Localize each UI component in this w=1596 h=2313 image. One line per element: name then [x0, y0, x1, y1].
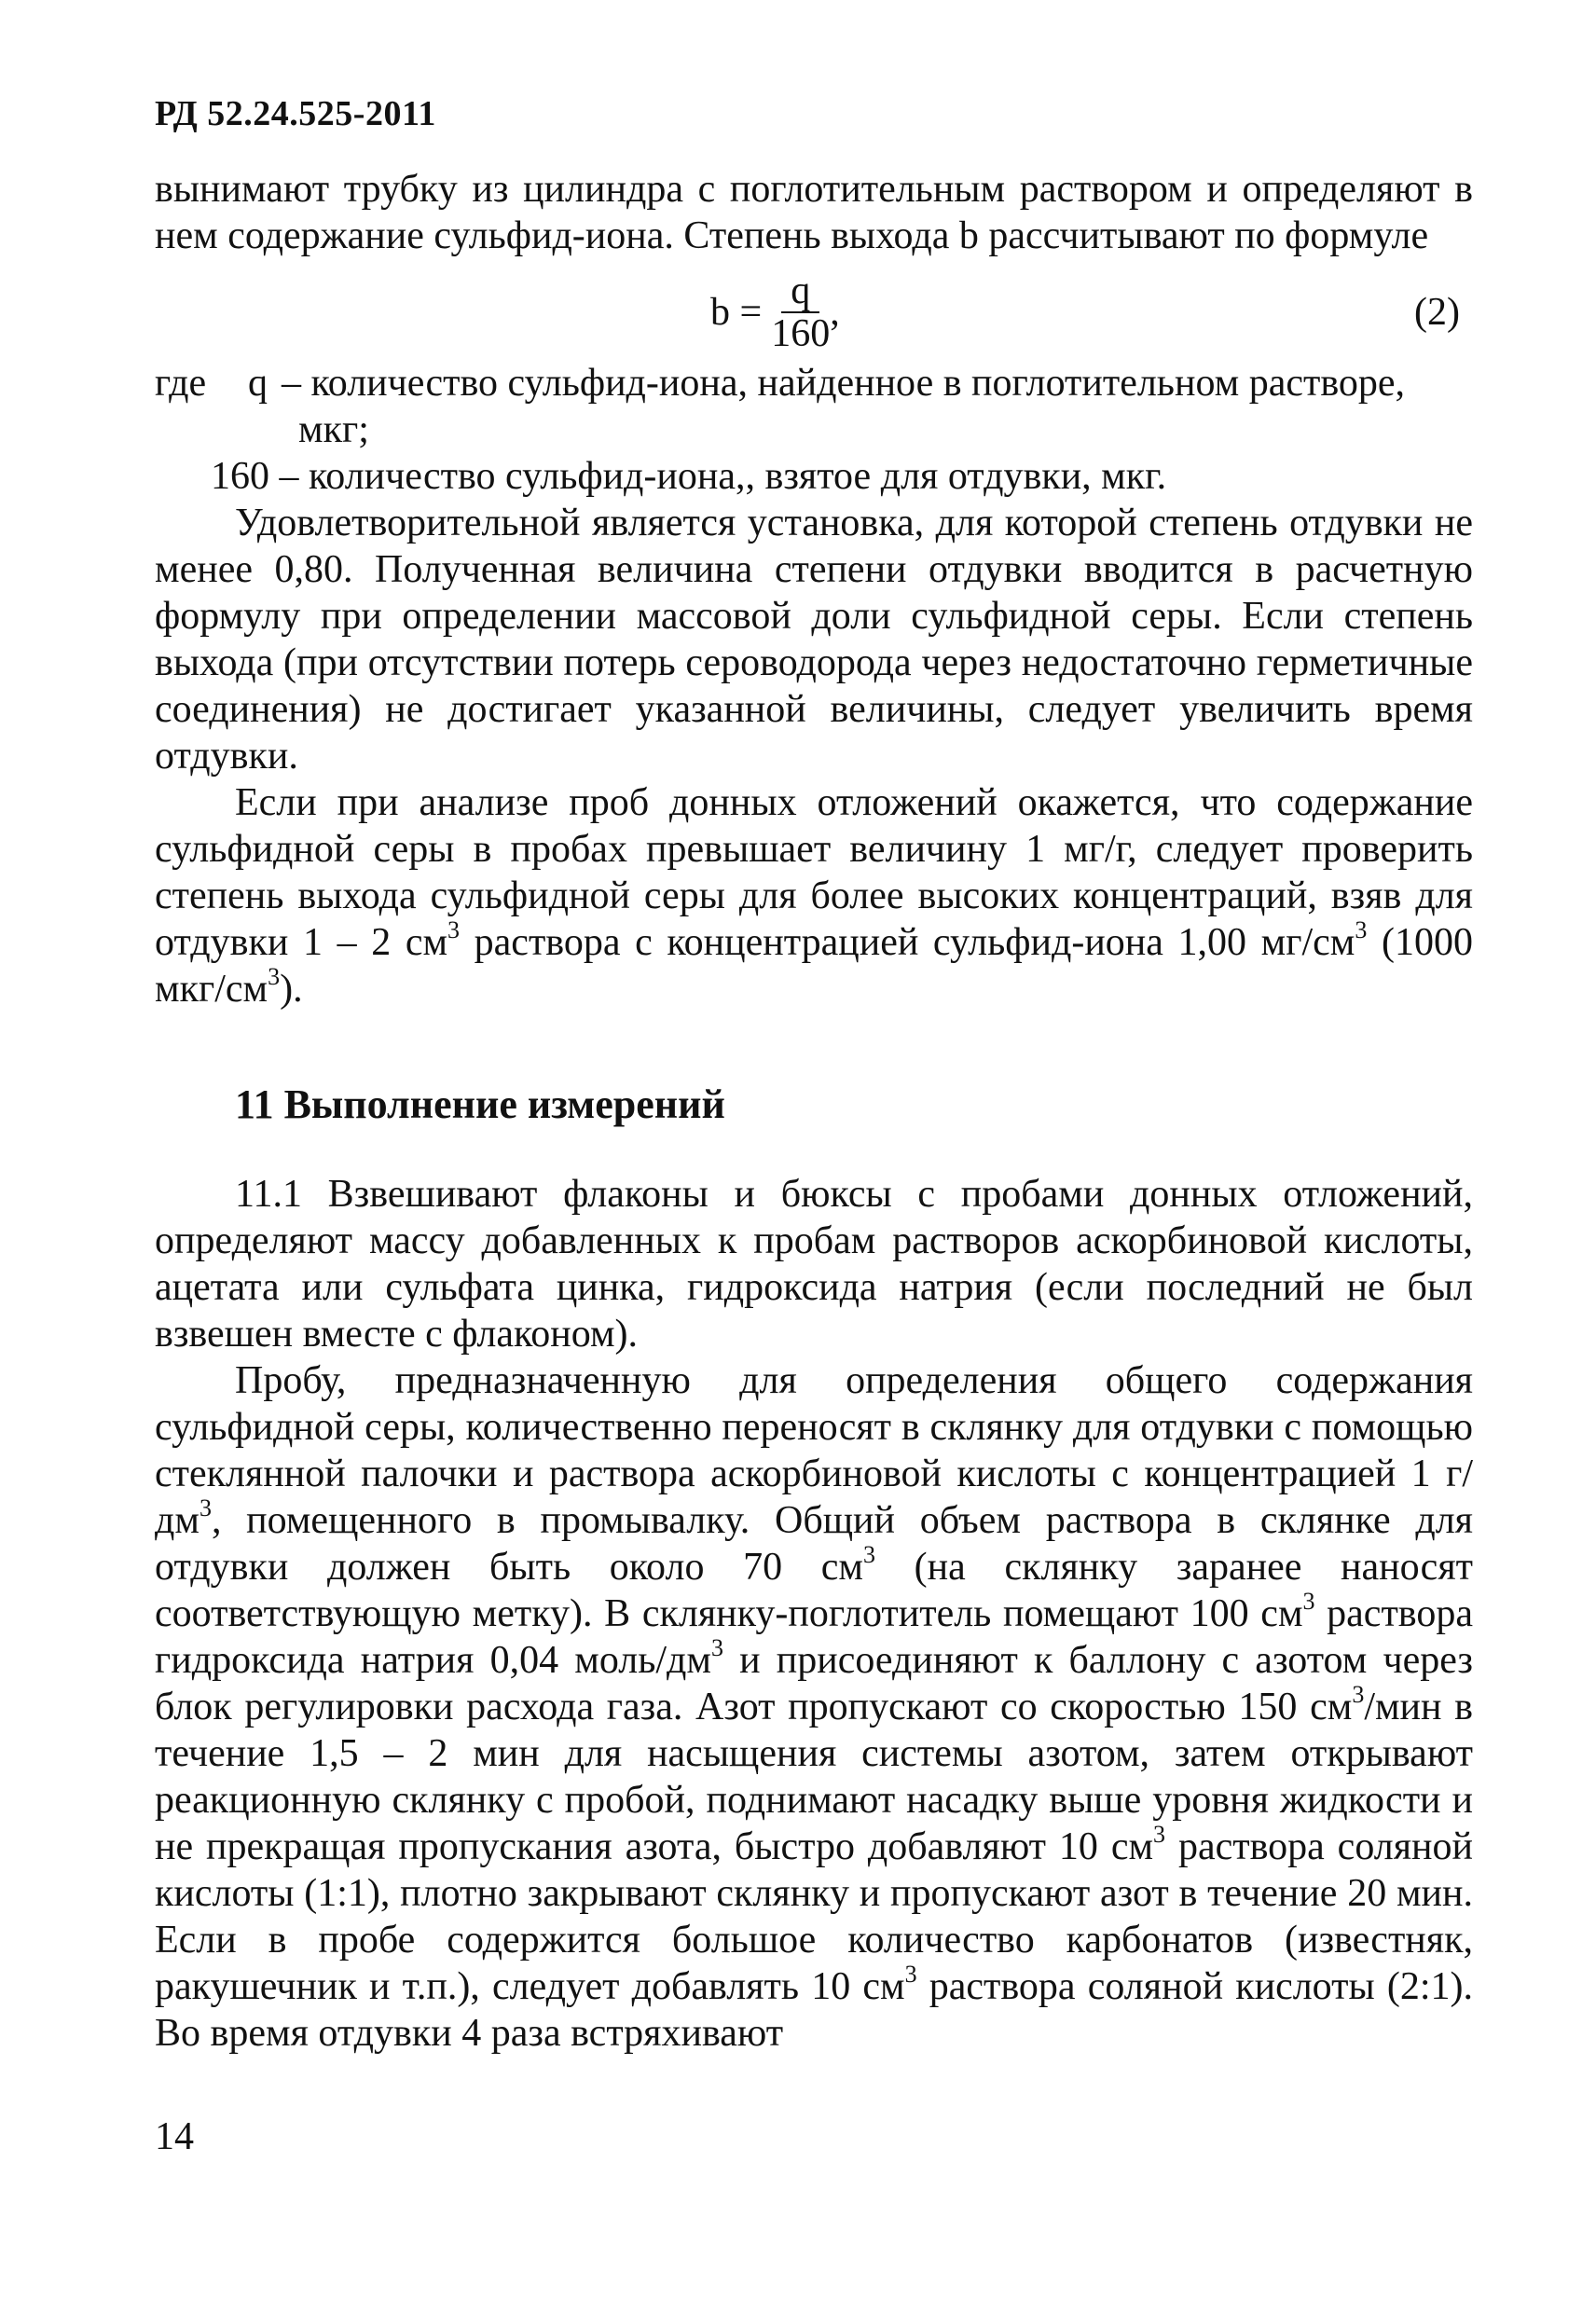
- superscript: 3: [1352, 1681, 1365, 1708]
- text-run: /мин в течение 1,5 – 2 мин для насыщения системы азотом, затем открывают реакционную склянку с пробой, поднимают насадку выше уровня жидкости и не прекращая пропускания азота, быстро добавляют 10 см: [155, 1686, 1473, 1868]
- superscript: 3: [1153, 1821, 1166, 1848]
- text-run: раствора с концентрацией сульфид-иона 1,00 мг/см: [460, 921, 1355, 964]
- formula-lhs: b =: [710, 291, 763, 334]
- superscript: 3: [447, 916, 461, 943]
- document-body: [155, 166, 1473, 2057]
- superscript: 3: [199, 1494, 212, 1521]
- page-number: 14: [155, 2115, 194, 2158]
- superscript: 3: [904, 1961, 917, 1988]
- formula-denominator: 160: [771, 312, 831, 355]
- paragraph-11-1: 11.1 Взвешивают флаконы и бюксы с пробами донных отложений, определяют массу добавленных к пробам растворов аскорбиновой кислоты, ацетата или сульфата цинка, гидроксида натрия (если последний не был взвешен вместе с флаконом).: [155, 1173, 1473, 1356]
- text-run: раствора гидроксида натрия 0,04 моль/дм: [155, 1592, 1473, 1682]
- paragraph-high-concentration: [155, 779, 1473, 1012]
- where-symbol-q: q: [248, 362, 268, 405]
- formula-numerator: q: [781, 270, 819, 313]
- formula-trail: ,: [830, 291, 840, 334]
- superscript: 3: [1302, 1588, 1315, 1615]
- where-definition-160: 160 – количество сульфид-иона,, взятое для отдувки, мкг.: [211, 455, 1167, 498]
- text-run: ).: [280, 968, 303, 1011]
- text-run: , помещенного в промывалку. Общий объем раствора в склянке для отдувки должен быть около 70 см: [155, 1499, 1473, 1589]
- superscript: 3: [711, 1634, 723, 1661]
- text-run: Пробу, предназначенную для определения общего содержания сульфидной серы, количественно переносят в склянку для отдувки с помощью стеклянной палочки и раствора аскорбиновой кислоты с концентрацией 1 г/дм: [155, 1359, 1473, 1542]
- text-run: раствора соляной кислоты (1:1), плотно закрывают склянку и пропускают азот в течение 20 мин. Если в пробе содержится большое количество карбонатов (известняк, ракушечник и т.п.), следует добавлять 10 см: [155, 1825, 1473, 2008]
- where-definition-q-continued: мкг;: [298, 408, 369, 451]
- formula-2: [710, 270, 840, 354]
- text-run: Если при анализе проб донных отложений окажется, что содержание сульфидной серы в пробах превышает величину 1 мг/г, следует проверить степень выхода сульфидной серы для более высоких концентраций, взяв для отдувки 1 – 2 см: [155, 781, 1473, 964]
- text-run: (на склянку заранее наносят соответствующую метку). В склянку-поглотитель помещают 100 см: [155, 1546, 1473, 1635]
- formula-row: [155, 259, 1473, 360]
- where-label: где: [155, 362, 207, 405]
- text-run: (1000 мкг/см: [155, 921, 1473, 1011]
- superscript: 3: [268, 963, 281, 990]
- superscript: 3: [1355, 916, 1368, 943]
- paragraph-intro: вынимают трубку из цилиндра с поглотительным раствором и определяют в нем содержание сульфид-иона. Степень выхода b рассчитывают по формуле: [155, 168, 1473, 257]
- text-run: и присоединяют к баллону с азотом через блок регулировки расхода газа. Азот пропускают со скоростью 150 см: [155, 1639, 1473, 1728]
- text-run: раствора соляной кислоты (2:1). Во время отдувки 4 раза встряхивают: [155, 1965, 1473, 2055]
- superscript: 3: [863, 1541, 876, 1568]
- where-line: [155, 360, 1473, 406]
- paragraph-sample: [155, 1357, 1473, 2057]
- formula-number: (2): [1414, 291, 1460, 334]
- paragraph-satisfactory: Удовлетворительной является установка, для которой степень отдувки не менее 0,80. Полученная величина степени отдувки вводится в расчетную формулу при определении массовой доли сульфидной серы. Если степень выхода (при отсутствии потерь сероводорода через недостаточно герметичные соединения) не достигает указанной величины, следует увеличить время отдувки.: [155, 502, 1473, 778]
- section-title: 11 Выполнение измерений: [235, 1081, 725, 1127]
- document-code: РД 52.24.525-2011: [155, 94, 436, 133]
- where-definition-q: – количество сульфид-иона, найденное в поглотительном растворе,: [282, 362, 1406, 405]
- formula-fraction: [771, 270, 830, 354]
